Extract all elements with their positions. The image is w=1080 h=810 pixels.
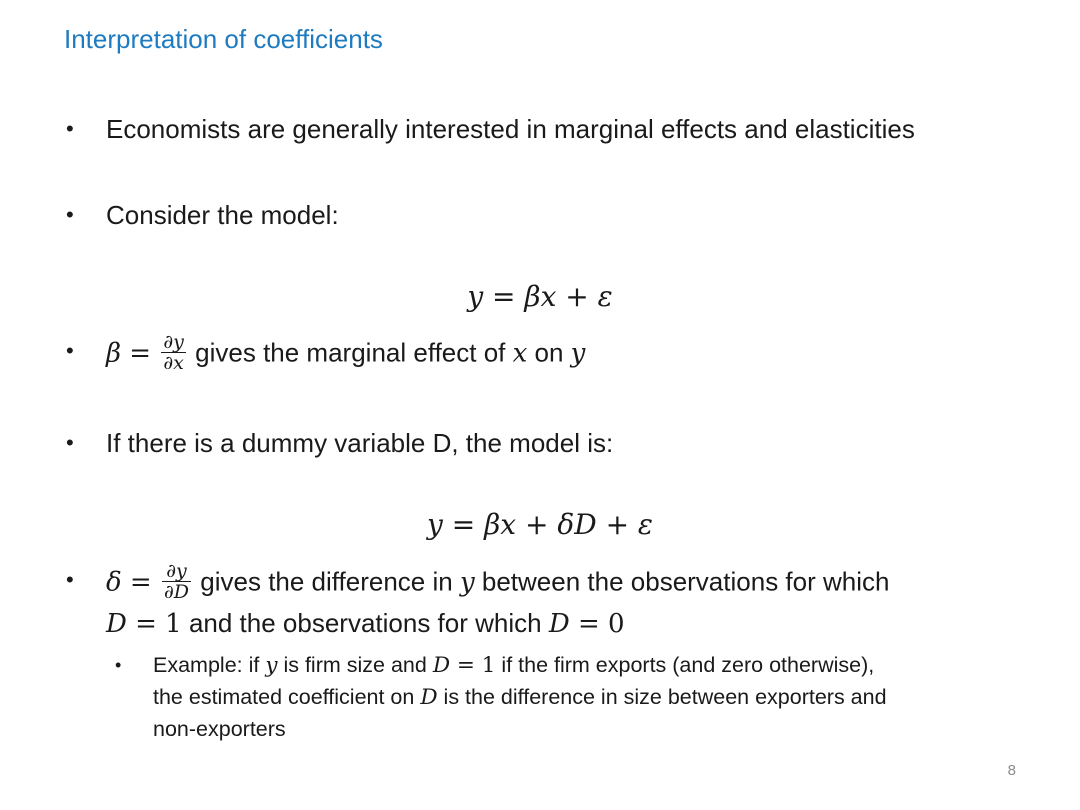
page-number: 8 bbox=[1007, 762, 1016, 779]
bullet-2-text: Consider the model: bbox=[106, 200, 339, 230]
equation-2 bbox=[0, 508, 1080, 541]
fraction-numerator: ∂y bbox=[162, 561, 191, 582]
bullet-5-line-2 bbox=[106, 606, 625, 641]
sub-bullet-line-2-text-1: the estimated coefficient on bbox=[153, 685, 421, 709]
bullet-5-line-2-text: and the observations for which bbox=[181, 608, 549, 638]
var-d: D bbox=[106, 609, 127, 639]
partial-derivative-fraction bbox=[162, 561, 191, 602]
var-y: y bbox=[265, 653, 278, 678]
bullet-3 bbox=[66, 331, 586, 375]
equals-one: = 1 bbox=[450, 653, 496, 678]
bullet-dot-icon: • bbox=[66, 338, 74, 363]
sub-bullet-1-line-2 bbox=[153, 681, 887, 714]
delta-symbol: δ bbox=[106, 567, 122, 598]
equals-zero: = 0 bbox=[569, 609, 625, 639]
sub-bullet-line-3-text: non-exporters bbox=[153, 717, 286, 741]
sub-bullet-1-line-3 bbox=[153, 713, 286, 745]
fraction-denominator: ∂D bbox=[163, 581, 190, 603]
partial-derivative-fraction bbox=[161, 332, 186, 373]
slide-title: Interpretation of coefficients bbox=[64, 24, 383, 54]
bullet-3-text-2: on bbox=[527, 337, 571, 368]
bullet-2 bbox=[66, 198, 339, 232]
sub-bullet-dot-icon: • bbox=[115, 655, 122, 675]
var-y: y bbox=[570, 338, 586, 369]
fraction-denominator: ∂x bbox=[163, 352, 184, 374]
bullet-4-text: If there is a dummy variable D, the model is: bbox=[106, 428, 614, 458]
equation-1-rhs: = βx + ε bbox=[483, 280, 613, 313]
var-y: y bbox=[459, 567, 475, 598]
sub-bullet-text-2: is firm size and bbox=[277, 653, 433, 677]
sub-bullet-text-3: if the firm exports (and zero otherwise), bbox=[495, 653, 875, 677]
var-d: D bbox=[548, 609, 570, 639]
equals-sign: = bbox=[121, 567, 160, 598]
bullet-5-text-2: between the observations for which bbox=[474, 566, 890, 597]
bullet-5 bbox=[66, 560, 890, 604]
var-d: D bbox=[432, 653, 451, 678]
bullet-dot-icon: • bbox=[66, 430, 74, 455]
bullet-dot-icon: • bbox=[66, 116, 74, 141]
bullet-3-text-1: gives the marginal effect of bbox=[187, 337, 513, 368]
bullet-dot-icon: • bbox=[66, 567, 74, 592]
equation-2-rhs: = βx + δD + ε bbox=[442, 508, 653, 541]
equation-1 bbox=[0, 280, 1080, 313]
bullet-1 bbox=[66, 112, 915, 146]
equals-one: = 1 bbox=[126, 609, 182, 639]
sub-bullet-1 bbox=[115, 649, 875, 682]
equation-2-lhs: y bbox=[427, 508, 443, 541]
equation-1-lhs: y bbox=[467, 280, 484, 313]
bullet-1-text: Economists are generally interested in marginal effects and elasticities bbox=[106, 114, 915, 144]
sub-bullet-text-1: Example: if bbox=[153, 653, 266, 677]
bullet-4 bbox=[66, 426, 614, 460]
beta-symbol: β bbox=[106, 338, 122, 369]
fraction-numerator: ∂y bbox=[163, 331, 184, 353]
var-x: x bbox=[512, 338, 528, 369]
sub-bullet-line-2-text-2: is the difference in size between exporters and bbox=[437, 685, 887, 709]
var-d: D bbox=[420, 685, 438, 710]
equals-sign: = bbox=[121, 338, 160, 369]
bullet-5-text-1: gives the difference in bbox=[193, 566, 460, 597]
bullet-dot-icon: • bbox=[66, 202, 74, 227]
